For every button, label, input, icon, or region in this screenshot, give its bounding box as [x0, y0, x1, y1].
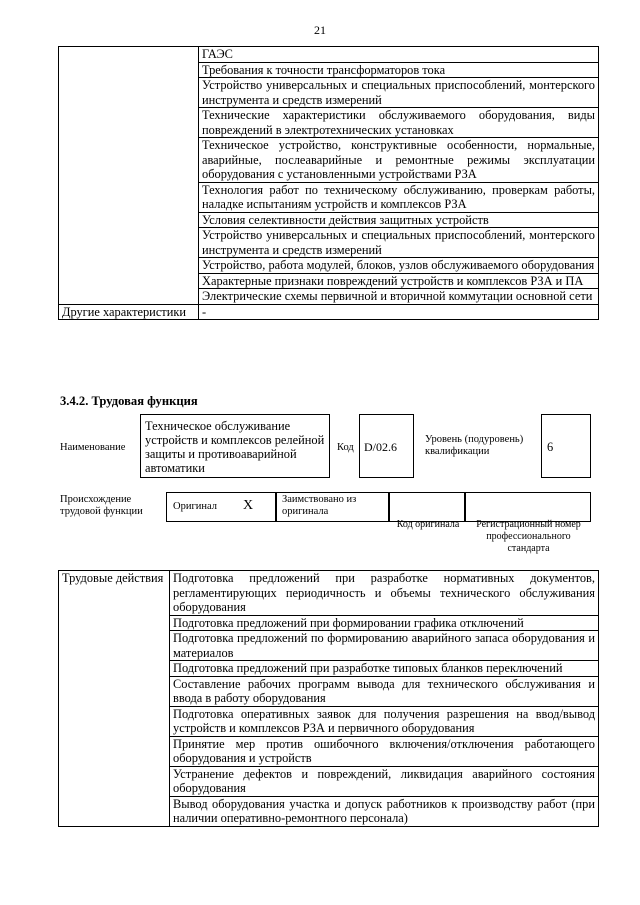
name-box [140, 414, 330, 478]
table-row: Вывод оборудования участка и допуск работников к производству работ (при наличии оперативно-ремонтного персонала) [170, 796, 599, 826]
name-value: Техническое обслуживание устройств и комплексов релейной защиты и противоаварийной автоматики [145, 419, 325, 475]
table-row: ГАЭС [199, 47, 599, 63]
table-row: Требования к точности трансформаторов тока [199, 62, 599, 78]
table-row: Подготовка предложений при разработке нормативных документов, регламентирующих периодичность и объемы технического обслуживания оборудования [170, 571, 599, 616]
table-row: Подготовка предложений при формировании графика отключений [170, 615, 599, 631]
table-row: Техническое устройство, конструктивные особенности, нормальные, аварийные, послеаварийные и ремонтные режимы эксплуатации оборудования с установленными устройствами РЗА [199, 138, 599, 183]
borrowed-label: Заимствовано из оригинала [282, 494, 357, 517]
knowledge-table [58, 46, 599, 320]
original-label: Оригинал [173, 501, 217, 512]
table-row: Подготовка оперативных заявок для получения разрешения на ввод/вывод устройств и комплексов РЗА и первичного оборудования [170, 706, 599, 736]
other-characteristics-label: Другие характеристики [59, 304, 199, 320]
table-row: Составление рабочих программ вывода для технического обслуживания и ввода в работу оборудования [170, 676, 599, 706]
table-row: Технология работ по техническому обслуживанию, проверкам работы, наладке испытаниям устройств и комплексов РЗА [199, 182, 599, 212]
code-label: Код [337, 442, 354, 453]
level-box [541, 414, 591, 478]
table-row: Электрические схемы первичной и вторичной коммутации основной сети [199, 289, 599, 305]
labor-actions-label: Трудовые действия [59, 571, 170, 827]
table-row: Устройство, работа модулей, блоков, узлов обслуживаемого оборудования [199, 258, 599, 274]
table-row: Подготовка предложений по формированию аварийного запаса оборудования и материалов [170, 631, 599, 661]
level-label: Уровень (подуровень) квалификации [425, 434, 524, 457]
original-code-box [389, 492, 465, 522]
original-mark: X [243, 498, 254, 513]
table-row: Устройство универсальных и специальных приспособлений, монтерского инструмента и средств измерений [199, 228, 599, 258]
page-number: 21 [314, 23, 326, 37]
table-row: Подготовка предложений при разработке типовых бланков переключений [170, 661, 599, 677]
table-row: Устранение дефектов и повреждений, ликвидация аварийного состояния оборудования [170, 766, 599, 796]
code-value: D/02.6 [364, 440, 397, 454]
left-empty-cell [59, 47, 199, 305]
labor-actions-table [58, 570, 599, 827]
table-row: Технические характеристики обслуживаемого оборудования, виды повреждений в электротехнических установках [199, 108, 599, 138]
reg-number-caption: Регистрационный номер профессионального стандарта [476, 519, 581, 554]
original-code-caption: Код оригинала [396, 519, 460, 530]
name-label: Наименование [60, 442, 126, 453]
table-row: Устройство универсальных и специальных приспособлений, монтерского инструмента и средств измерений [199, 78, 599, 108]
section-title: 3.4.2. Трудовая функция [60, 394, 198, 408]
code-box [359, 414, 414, 478]
reg-number-box [465, 492, 591, 522]
origin-label: Происхождение трудовой функции [60, 494, 143, 517]
table-row: Принятие мер против ошибочного включения/отключения работающего оборудования и устройств [170, 736, 599, 766]
level-value: 6 [547, 440, 554, 454]
table-row: Условия селективности действия защитных устройств [199, 212, 599, 228]
other-characteristics-value: - [199, 304, 599, 320]
table-row: Характерные признаки повреждений устройств и комплексов РЗА и ПА [199, 273, 599, 289]
original-box [166, 492, 276, 522]
borrowed-box [276, 492, 389, 522]
